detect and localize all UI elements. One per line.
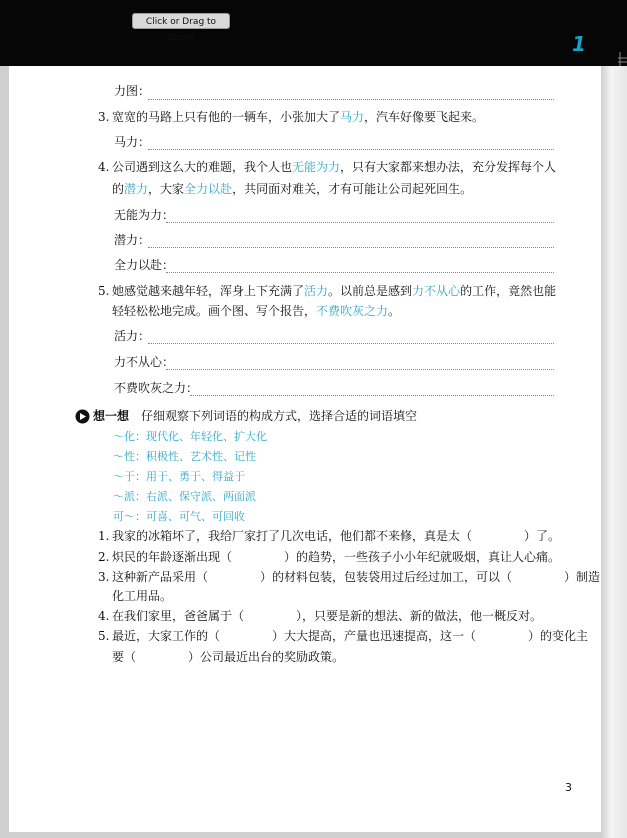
sentence-line: 公司遇到这么大的难题，我个人也无能为力，只有大家都来想办法，充分发挥每个人 bbox=[112, 160, 557, 174]
item-number: 5. bbox=[98, 629, 110, 643]
item-number: 2. bbox=[98, 550, 110, 564]
answer-line[interactable] bbox=[166, 272, 554, 273]
section-instruction: 仔细观察下列词语的构成方式，选择合适的词语填空 bbox=[141, 409, 418, 423]
page-number: 3 bbox=[565, 781, 572, 794]
question-line: 要（ ）公司最近出台的奖励政策。 bbox=[112, 650, 345, 664]
item-number: 3. bbox=[98, 110, 110, 124]
section-title: 想一想 bbox=[93, 409, 130, 423]
sentence-line: 宽宽的马路上只有他的一辆车，小张加大了马力，汽车好像要飞起来。 bbox=[112, 110, 485, 124]
blank-label: 活力： bbox=[114, 329, 151, 343]
exercise-arrow-icon bbox=[75, 409, 90, 424]
question-line: 化工用品。 bbox=[112, 589, 173, 603]
chapter-number: 1 bbox=[572, 32, 586, 56]
blank-label: 潜力： bbox=[114, 233, 151, 247]
question-line: 炽民的年龄逐渐出现（ ）的趋势，一些孩子小小年纪就吸烟，真让人心痛。 bbox=[112, 550, 561, 564]
item-number: 3. bbox=[98, 570, 110, 584]
blank-label: 力图： bbox=[114, 84, 151, 98]
blank-label: 力不从心： bbox=[114, 355, 175, 369]
blank-label: 全力以赴： bbox=[114, 258, 175, 272]
zoom-button[interactable]: Click or Drag to Zoom bbox=[132, 13, 230, 29]
sentence-line: 的潜力，大家全力以赴，共同面对难关，才有可能让公司起死回生。 bbox=[112, 182, 473, 196]
example-line: ～于：用于、勇于、得益于 bbox=[113, 470, 245, 483]
question-line: 最近，大家工作的（ ）大大提高，产量也迅速提高，这一（ ）的变化主 bbox=[112, 629, 589, 643]
corner-marks-icon bbox=[590, 0, 627, 66]
example-line: ～化：现代化、年轻化、扩大化 bbox=[113, 430, 267, 443]
answer-line[interactable] bbox=[166, 222, 554, 223]
page-edge-shadow bbox=[601, 66, 627, 838]
sentence-line: 她感觉越来越年轻，浑身上下充满了活力。以前总是感到力不从心的工作，竟然也能 bbox=[112, 284, 557, 298]
viewer-margin-left bbox=[0, 66, 9, 838]
example-line: ～性：积极性、艺术性、记性 bbox=[113, 450, 256, 463]
answer-line[interactable] bbox=[166, 369, 554, 370]
blank-label: 无能为力： bbox=[114, 208, 175, 222]
blank-label: 马力： bbox=[114, 135, 151, 149]
sentence-line: 轻轻松松地完成。画个图、写个报告，不费吹灰之力。 bbox=[112, 304, 401, 318]
answer-line[interactable] bbox=[148, 343, 554, 344]
answer-line[interactable] bbox=[148, 247, 554, 248]
answer-line[interactable] bbox=[148, 149, 554, 150]
question-line: 我家的冰箱坏了，我给厂家打了几次电话，他们都不来修，真是太（ ）了。 bbox=[112, 529, 561, 543]
item-number: 1. bbox=[98, 529, 110, 543]
question-line: 这种新产品采用（ ）的材料包装，包装袋用过后经过加工，可以（ ）制造 bbox=[112, 570, 601, 584]
answer-line[interactable] bbox=[148, 99, 554, 100]
answer-line[interactable] bbox=[190, 395, 554, 396]
viewer-toolbar bbox=[0, 0, 627, 66]
item-number: 5. bbox=[98, 284, 110, 298]
item-number: 4. bbox=[98, 609, 110, 623]
viewer-margin-bottom bbox=[0, 832, 601, 838]
question-line: 在我们家里，爸爸属于（ ），只要是新的想法、新的做法，他一概反对。 bbox=[112, 609, 543, 623]
example-line: ～派：右派、保守派、两面派 bbox=[113, 490, 256, 503]
item-number: 4. bbox=[98, 160, 110, 174]
example-line: 可～：可喜、可气、可回收 bbox=[113, 510, 245, 523]
blank-label: 不费吹灰之力： bbox=[114, 381, 199, 395]
